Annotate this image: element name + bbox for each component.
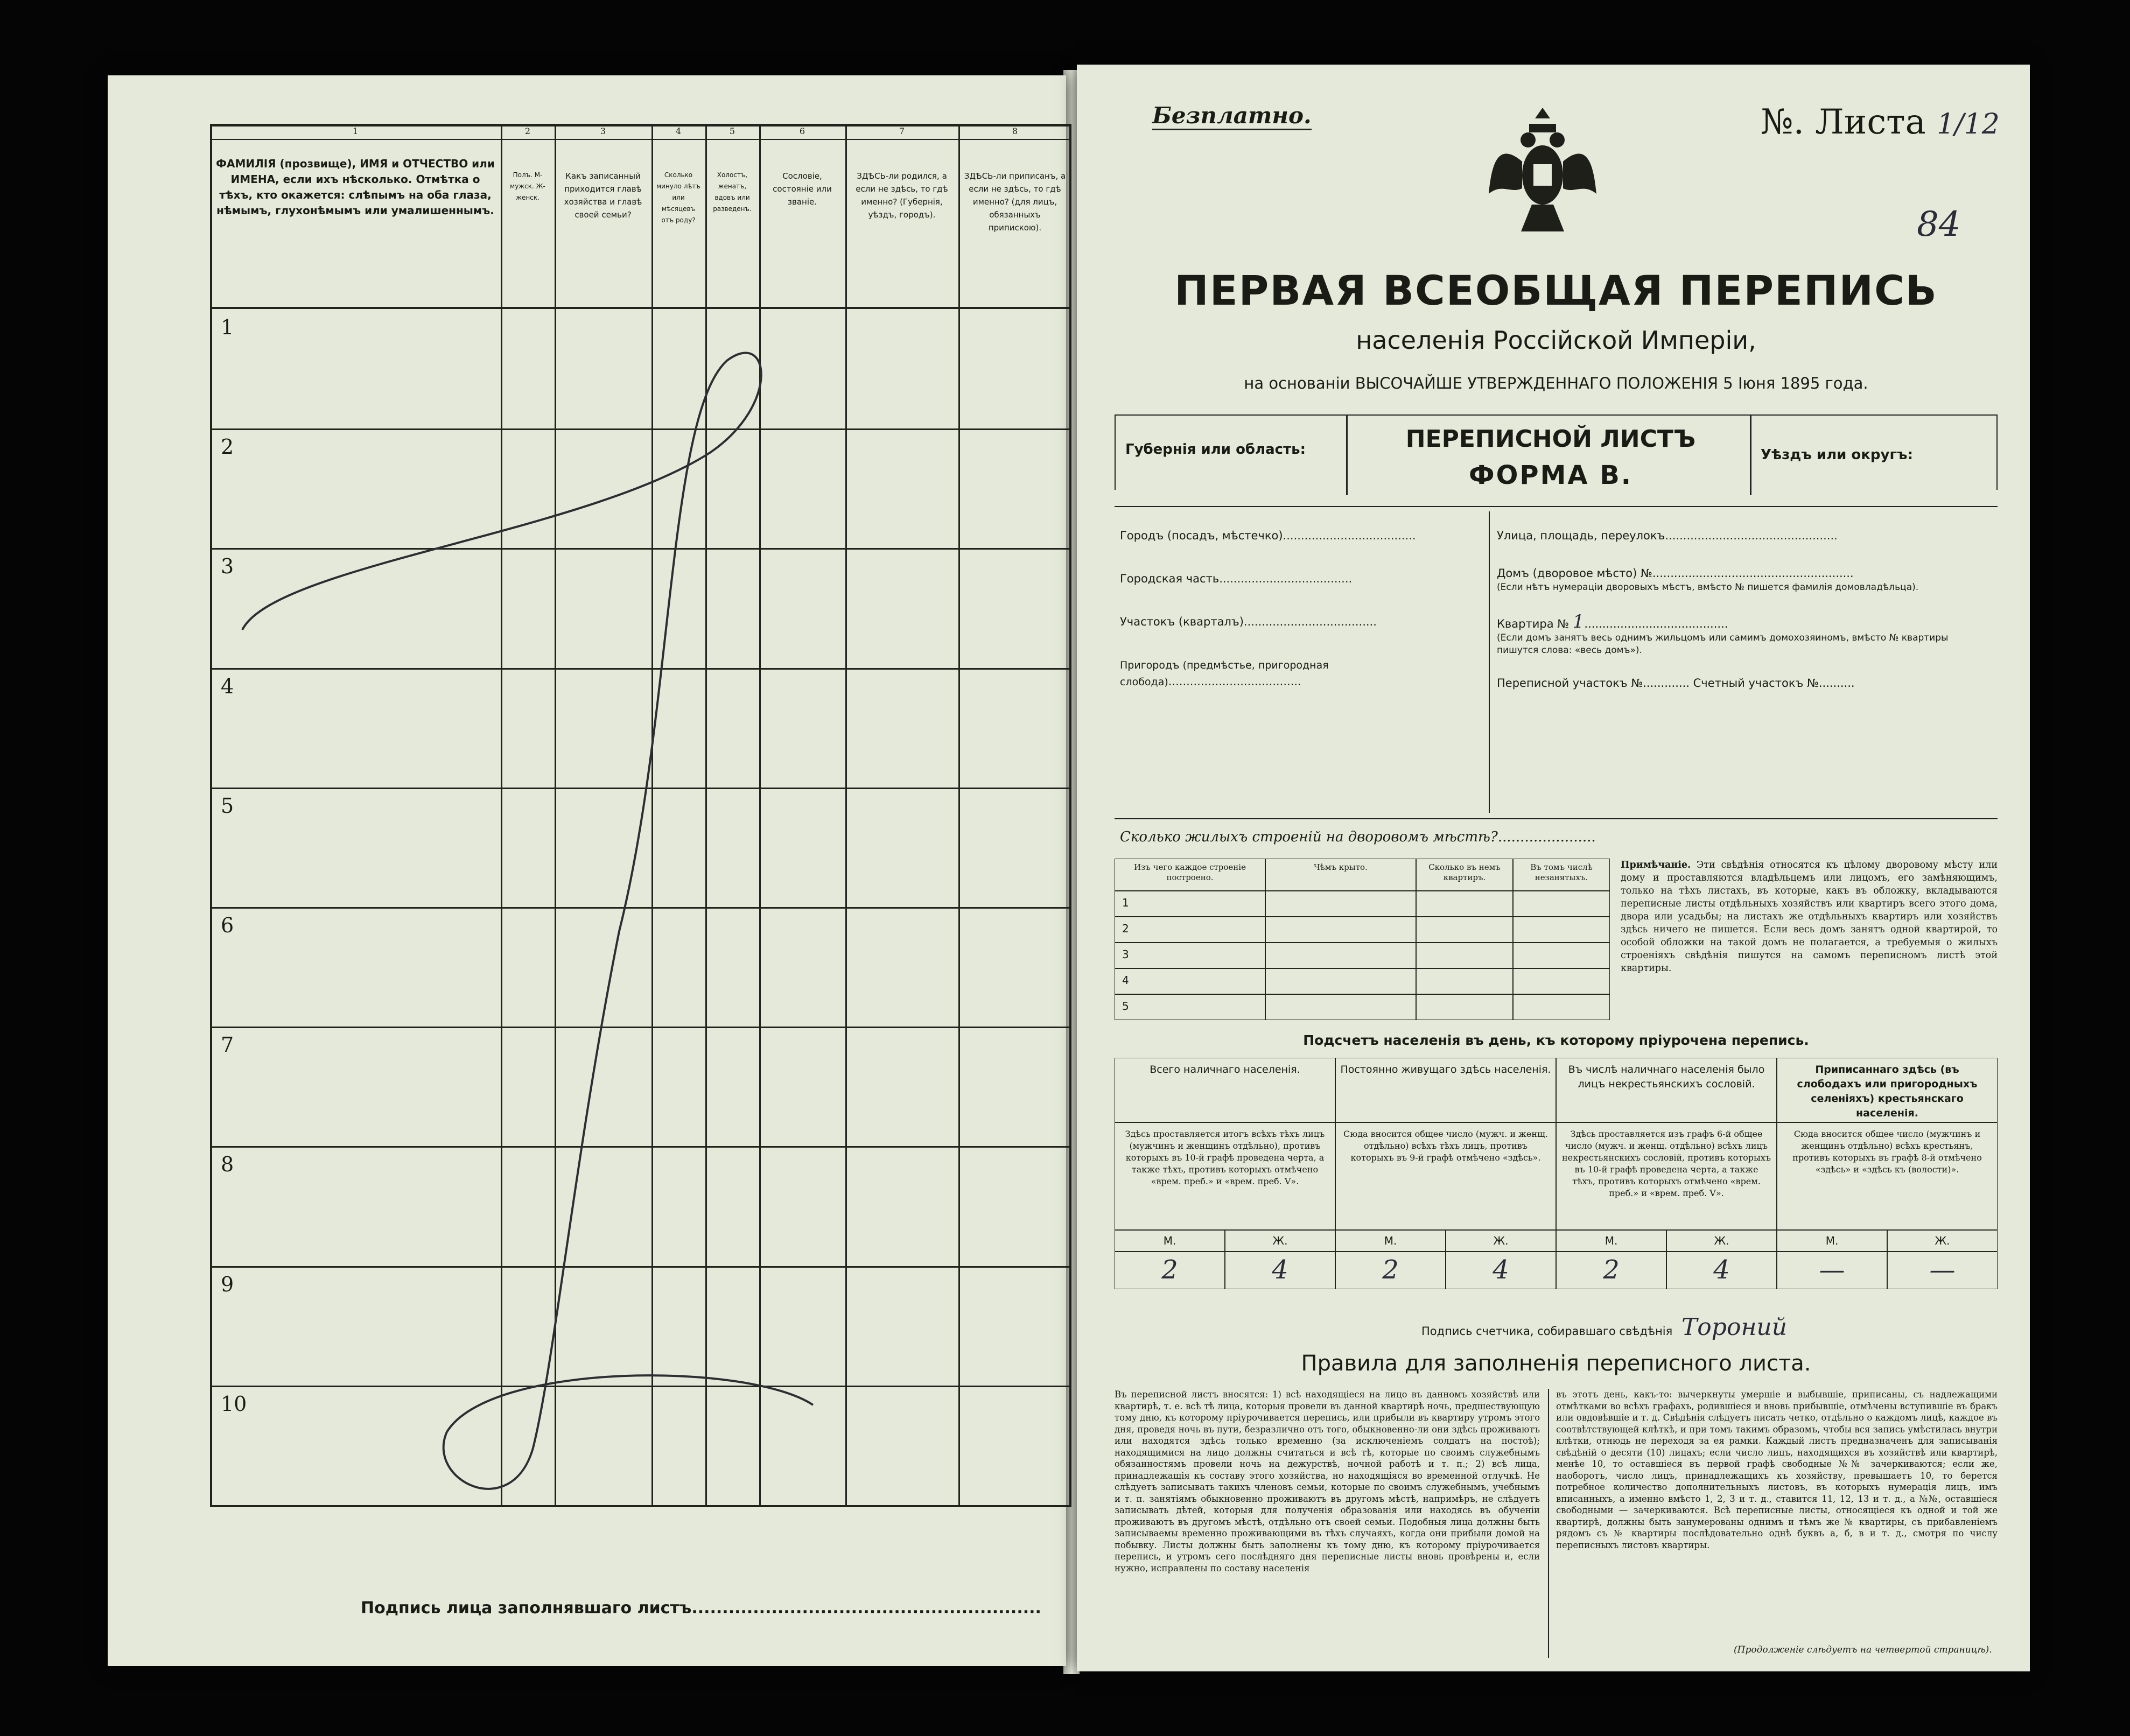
filler-signature-line: Подпись лица заполнявшаго листъ......................................................... [361, 1599, 1041, 1618]
column-number: 3 [600, 126, 606, 136]
imperial-eagle-emblem [1486, 102, 1599, 242]
address-field-label: Пригородъ (предмѣстье, пригородная слобода) [1120, 659, 1329, 688]
address-field-label: Городская часть [1120, 572, 1220, 585]
tally-column-desc: Здѣсь проставляется изъ графъ 6-й общее число (мужч. и женщ. отдѣльно) всѣхъ лицъ некрестьянскихъ сословій, противъ которыхъ въ 10-й графѣ проведена черта, а также тѣхъ, противъ которыхъ отмѣчено «врем. преб.» и «врем. преб. V». [1556, 1122, 1777, 1230]
row-number: 5 [221, 793, 234, 818]
filler-signature-label: Подпись лица заполнявшаго листъ [361, 1599, 692, 1618]
tally-value-cell: 4 [1666, 1252, 1777, 1289]
address-field-label: Городъ (посадъ, мѣстечко) [1120, 529, 1283, 542]
crossout-stroke [210, 124, 1071, 1507]
house-note: (Если нѣтъ нумераціи дворовыхъ мѣстъ, вмѣсто № пишется фамилія домовладѣльца). [1497, 582, 1919, 593]
buildings-cell [1115, 891, 1265, 917]
street-label: Улица, площадь, переулокъ [1497, 529, 1665, 542]
column-header: Какъ записанный приходится главѣ хозяйства и главѣ своей семьи? [564, 171, 642, 220]
gubernia-label: Губернія или область: [1125, 441, 1306, 458]
note-text: Эти свѣдѣнія относятся къ цѣлому дворовому мѣсту или дому и проставляются владѣльцемъ или лицомъ, его замѣняющимъ, только на тѣхъ листахъ, въ которые, какъ въ обложку, вкладываются переписные листы отдѣльныхъ хозяйствъ или квартиръ всего этого дома, двора или усадьбы; на листахъ же отдѣльныхъ квартиръ или хозяйствъ здѣсь ничего не пишется. Если весь домъ занятъ одной квартирой, то особой обложки на такой домъ не полагается, а требуемыя о жилыхъ строеніяхъ свѣдѣнія пишутся на самомъ переписномъ листѣ этой квартиры. [1621, 860, 1998, 974]
buildings-cell [1115, 917, 1265, 943]
address-field: Городъ (посадъ, мѣстечко)..................................... [1120, 529, 1416, 542]
buildings-cell [1416, 891, 1513, 917]
tally-title: Подсчетъ населенія въ день, къ которому пріурочена перепись. [1303, 1032, 1809, 1048]
tally-column-head: Постоянно живущаго здѣсь населенія. [1335, 1058, 1556, 1122]
column-number: 1 [352, 126, 359, 136]
note-title: Примѣчаніе. [1621, 860, 1691, 870]
apartment-label: Квартира № [1497, 617, 1570, 630]
tally-gender-cell: М. [1777, 1230, 1887, 1252]
tally-gender-cell: М. [1115, 1230, 1225, 1252]
apartment-note: (Если домъ занятъ весь однимъ жильцомъ или самимъ домохозяиномъ, вмѣсто № квартиры пишутся слова: «весь домъ»). [1497, 632, 1949, 656]
buildings-cell [1265, 994, 1416, 1020]
buildings-cell [1513, 917, 1610, 943]
buildings-row-number: 4 [1122, 974, 1129, 987]
tally-gender-cell: Ж. [1887, 1230, 1998, 1252]
column-number: 7 [899, 126, 905, 136]
tally-column-desc: Сюда вносится общее число (мужч. и женщ. отдѣльно) всѣхъ тѣхъ лицъ, противъ которыхъ въ 9-й графѣ отмѣчено «здѣсь». [1335, 1122, 1556, 1230]
tally-value-cell: 4 [1446, 1252, 1556, 1289]
rules-title: Правила для заполненія переписного листа. [1301, 1351, 1811, 1376]
tally-value-cell: — [1777, 1252, 1887, 1289]
buildings-cell [1416, 943, 1513, 968]
address-field-label: Участокъ (кварталъ) [1120, 615, 1244, 628]
buildings-cell [1513, 943, 1610, 968]
column-header: Сословіе, состояніе или званіе. [773, 171, 832, 207]
buildings-cell [1115, 994, 1265, 1020]
census-basis: на основаніи ВЫСОЧАЙШЕ УТВЕРЖДЕННАГО ПОЛОЖЕНІЯ 5 Іюня 1895 года. [1244, 374, 1868, 392]
sheet-number [1761, 102, 2000, 142]
archive-mark: 84 [1917, 205, 1961, 244]
tally-gender-cell: М. [1556, 1230, 1666, 1252]
tally-column-head: Приписаннаго здѣсь (въ слободахъ или пригородныхъ селеніяхъ) крестьянскаго населенія. [1777, 1058, 1998, 1122]
tally-value-cell: 4 [1225, 1252, 1335, 1289]
continued-note: (Продолженіе слѣдуетъ на четвертой страницѣ). [1734, 1644, 1992, 1655]
column-number: 6 [799, 126, 805, 136]
tally-gender-cell: Ж. [1666, 1230, 1777, 1252]
tally-gender-cell: Ж. [1446, 1230, 1556, 1252]
buildings-cell [1513, 994, 1610, 1020]
buildings-cell [1265, 891, 1416, 917]
tally-value-cell: 2 [1335, 1252, 1446, 1289]
column-number: 8 [1012, 126, 1018, 136]
buildings-table [1115, 859, 1610, 1020]
buildings-cell [1115, 943, 1265, 968]
row-number: 9 [221, 1272, 234, 1296]
rules-left-column: Въ переписной листъ вносятся: 1) всѣ находящіеся на лицо въ данномъ хозяйствѣ или квартирѣ, т. е. всѣ тѣ лица, которыя провели въ данной квартирѣ ночь, предшествующую тому дню, къ которому пріурочивается перепись, или прибыли въ квартиру утромъ этого дня, проведя ночь въ пути, безразлично отъ того, обыкновенно-ли они здѣсь проживаютъ или находятся здѣсь только временно (за исключеніемъ солдатъ на постоѣ); находящимися на лицо должны считаться и всѣ тѣ, которые по своимъ служебнымъ обязанностямъ провели ночь на дежурствѣ, ночной работѣ и т. п.; 2) всѣ лица, принадлежащія къ составу этого хозяйства, но находящіяся во временной отлучкѣ. Не слѣдуетъ записывать такихъ членовъ семьи, которые по своимъ служебнымъ, учебнымъ и т. п. занятіямъ обыкновенно проживаютъ въ другомъ мѣстѣ, напримѣръ, не слѣдуетъ записывать дѣтей, которыя для полученія образованія или находясь въ обученіи проживаютъ въ другомъ мѣстѣ, отдѣльно отъ своей семьи. Подобныя лица должны быть записываемы временно проживающими въ тѣхъ случаяхъ, когда они прибыли домой на побывку. Листы должны быть заполнены къ тому дню, къ которому пріурочивается перепись, и утромъ сего послѣдняго дня переписные листы вновь провѣрены и, если нужно, исправлены по составу населенія [1115, 1389, 1540, 1573]
counting-label: Счетный участокъ № [1693, 677, 1819, 690]
house-label: Домъ (дворовое мѣсто) № [1497, 567, 1652, 580]
address-field: Участокъ (кварталъ)..................................... [1120, 615, 1377, 628]
census-subtitle: населенія Россійской Имперіи, [1356, 326, 1756, 355]
free-label: Безплатно. [1152, 102, 1312, 130]
column-header: ЗДѢСЬ-ли приписанъ, а если не здѣсь, то гдѣ именно? (для лицъ, обязанныхъ припискою). [964, 171, 1066, 233]
row-number: 2 [221, 435, 234, 459]
buildings-cell [1513, 968, 1610, 994]
buildings-header-cell: Сколько въ немъ квартиръ. [1416, 859, 1513, 891]
census-table [210, 124, 1179, 1507]
tally-column-head: Въ числѣ наличнаго населенія было лицъ некрестьянскихъ сословій. [1556, 1058, 1777, 1122]
column-header: Полъ. М-мужск. Ж-женск. [510, 171, 545, 201]
column-header: ЗДѢСЬ-ли родился, а если не здѣсь, то гдѣ именно? (Губернія, уѣздъ, городъ). [856, 171, 948, 220]
row-number: 6 [221, 913, 234, 937]
buildings-row-number: 1 [1122, 896, 1129, 909]
district-label: Переписной участокъ № [1497, 677, 1643, 690]
address-fields-left [1120, 528, 1486, 700]
buildings-header-cell: Изъ чего каждое строеніе построено. [1115, 859, 1265, 891]
column-number: 2 [524, 126, 531, 136]
row-number: 8 [221, 1152, 234, 1177]
tally-value-cell: 2 [1556, 1252, 1666, 1289]
tally-gender-cell: Ж. [1225, 1230, 1335, 1252]
tally-value-cell: — [1887, 1252, 1998, 1289]
tally-gender-cell: М. [1335, 1230, 1446, 1252]
right-page [1077, 65, 2030, 1671]
buildings-question: Сколько жилыхъ строеній на дворовомъ мѣстѣ?...................... [1120, 829, 1596, 845]
tally-column-desc: Сюда вносится общее число (мужчинъ и женщинъ отдѣльно) всѣхъ крестьянъ, противъ которыхъ въ графѣ 8-й отмѣчено «здѣсь» и «здѣсь къ (волости)». [1777, 1122, 1998, 1230]
address-fields-right: Улица, площадь, переулокъ................................................ Домъ (дворовое мѣсто) №........................................................ (Если нѣтъ нумераціи дворовыхъ мѣстъ, вмѣсто № пишется фамилія домовладѣльца). Квартира № 1........................................ (Если домъ занятъ весь однимъ жильцомъ или самимъ домохозяиномъ, вмѣсто № квартиры пишутся слова: «весь домъ»). Переписной участокъ №............. Счетный участокъ №.......... [1497, 528, 1981, 691]
column-header: ФАМИЛІЯ (прозвище), ИМЯ и ОТЧЕСТВО или ИМЕНА, если ихъ нѣсколько. Отмѣтка о тѣхъ, кто окажется: слѣпымъ на оба глаза, нѣмымъ, глухонѣмымъ или умалишеннымъ. [216, 157, 495, 217]
buildings-cell [1416, 917, 1513, 943]
enumerator-signature: Тороний [1681, 1313, 1788, 1341]
buildings-cell [1513, 891, 1610, 917]
address-field: Городская часть..................................... [1120, 572, 1353, 585]
sheet-title: ПЕРЕПИСНОЙ ЛИСТЪ [1405, 425, 1696, 453]
apartment-value: 1 [1572, 611, 1585, 632]
row-number: 10 [221, 1391, 247, 1416]
buildings-row-number: 2 [1122, 922, 1129, 935]
buildings-row-number: 5 [1122, 1000, 1129, 1013]
row-number: 3 [221, 554, 234, 579]
enumerator-signature-row [1421, 1313, 1787, 1341]
tally-value-cell: 2 [1115, 1252, 1225, 1289]
sheet-number-label: №. Листа [1761, 102, 1926, 142]
column-header: Сколько минуло лѣтъ или мѣсяцевъ отъ роду? [656, 171, 700, 224]
buildings-cell [1265, 917, 1416, 943]
row-number: 4 [221, 674, 234, 698]
sheet-number-value: 1/12 [1937, 108, 2000, 140]
buildings-header-cell: Чѣмъ крыто. [1265, 859, 1416, 891]
address-field: Пригородъ (предмѣстье, пригородная слобода)..................................... [1120, 659, 1329, 688]
tally-column-desc: Здѣсь проставляется итогъ всѣхъ тѣхъ лицъ (мужчинъ и женщинъ отдѣльно), противъ которыхъ въ 10-й графѣ проведена черта, а также тѣхъ, противъ которыхъ отмѣчено «врем. преб.» и «врем. преб. V». [1115, 1122, 1335, 1230]
form-label: ФОРМА В. [1468, 460, 1633, 490]
buildings-row-number: 3 [1122, 948, 1129, 961]
buildings-cell [1416, 994, 1513, 1020]
tally-table [1115, 1058, 1998, 1289]
column-number: 4 [675, 126, 682, 136]
tally-column-head: Всего наличнаго населенія. [1115, 1058, 1335, 1122]
enumerator-label: Подпись счетчика, собиравшаго свѣдѣнія [1421, 1325, 1673, 1338]
note-paragraph [1621, 859, 1998, 975]
column-header: Холостъ, женатъ, вдовъ или разведенъ. [713, 171, 752, 213]
uezd-label: Уѣздъ или округъ: [1761, 447, 1913, 463]
column-number: 5 [729, 126, 735, 136]
rules-right-column: въ этотъ день, какъ-то: вычеркнуты умершіе и выбывшіе, приписаны, съ надлежащими отмѣтками во всѣхъ графахъ, родившіеся и вновь прибывшіе, отмѣчены вступившіе въ бракъ или овдовѣвшіе и т. д. Свѣдѣнія слѣдуетъ писать четко, отдѣльно о каждомъ лицѣ, каждое въ соотвѣтствующей клѣткѣ, и при томъ такимъ образомъ, чтобы вся запись умѣстилась внутри клѣтки, отнюдь не переходя за ея рамки. Каждый листъ предназначенъ для записыванія свѣдѣній о десяти (10) лицахъ; если число лицъ, находящихся въ хозяйствѣ или квартирѣ, менѣе 10, то оставшіеся въ первой графѣ свободные №№ зачеркиваются; если же, наоборотъ, число лицъ, принадлежащихъ къ хозяйству, превышаетъ 10, то берется потребное количество дополнительныхъ листовъ, въ которыхъ нумерація лицъ, имъ вписанныхъ, а именно вмѣсто 1, 2, 3 и т. д., ставится 11, 12, 13 и т. д., а №№, оставшіеся свободными — зачеркиваются. Всѣ переписные листы, относящіеся къ одной и той же квартирѣ, должны быть занумерованы однимъ и тѣмъ же № квартиры, съ прибавленіемъ рядомъ съ № квартиры послѣдовательно однѣ буквъ а, б, в и т. д., смотря по числу переписныхъ листовъ квартиры. [1556, 1389, 1998, 1550]
buildings-cell [1265, 968, 1416, 994]
buildings-cell [1265, 943, 1416, 968]
buildings-header-cell: Въ томъ числѣ незанятыхъ. [1513, 859, 1610, 891]
buildings-cell [1115, 968, 1265, 994]
buildings-cell [1416, 968, 1513, 994]
census-title: ПЕРВАЯ ВСЕОБЩАЯ ПЕРЕПИСЬ [1174, 266, 1938, 314]
row-number: 7 [221, 1033, 234, 1057]
row-number: 1 [221, 315, 234, 339]
left-page [108, 75, 1066, 1666]
